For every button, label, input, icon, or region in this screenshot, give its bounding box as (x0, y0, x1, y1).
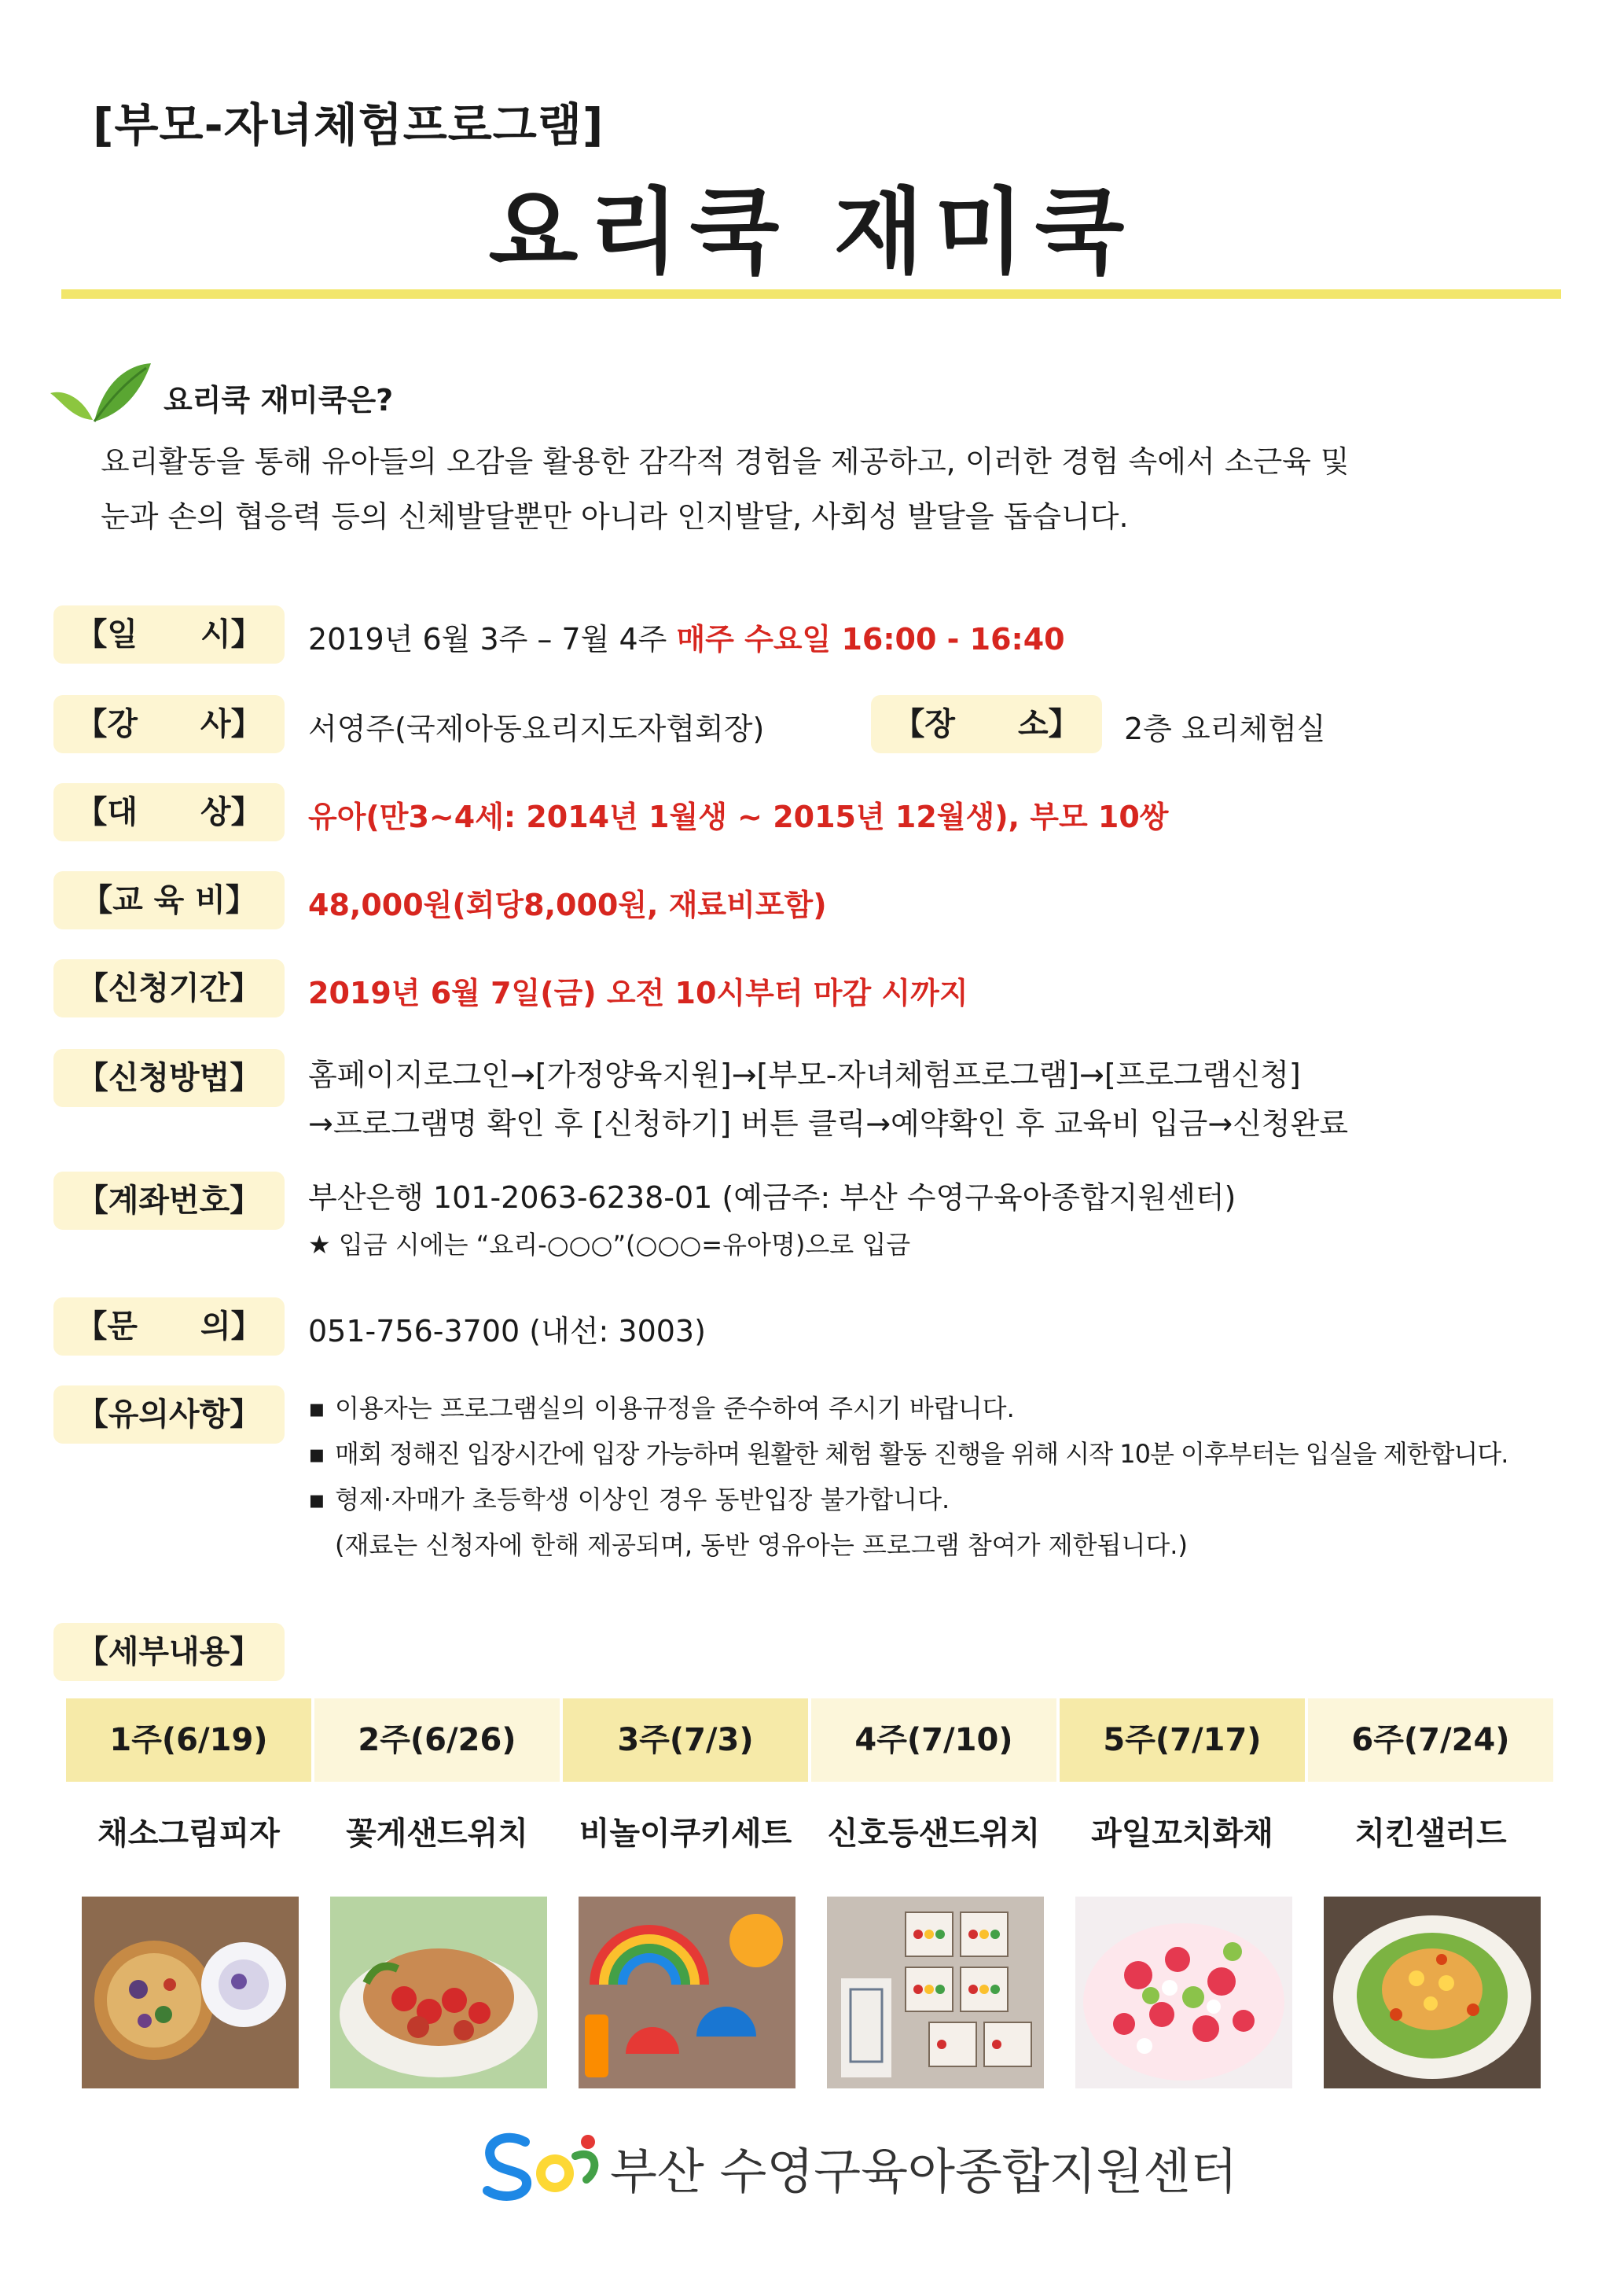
week-header: 2주(6/26) (314, 1698, 560, 1782)
note-item: ▪ 매회 정해진 입장시간에 입장 가능하며 원활한 체험 활동 진행을 위해 시작 10분 이후부터는 입실을 제한합니다. (308, 1431, 1508, 1477)
schedule-value (308, 615, 1065, 658)
label-place: 【장 소】 (871, 695, 1102, 753)
center-logo-icon (478, 2125, 604, 2203)
chicken-salad-photo (1324, 1897, 1541, 2088)
menu-name: 채소그림피자 (97, 1816, 280, 1852)
label-account: 【계좌번호】 (53, 1172, 285, 1230)
label-period: 【신청기간】 (53, 959, 285, 1017)
intro-line: 눈과 손의 협응력 등의 신체발달뿐만 아니라 인지발달, 사회성 발달을 돕습니다. (101, 499, 1129, 534)
note-sub: (재료는 신청자에 한해 제공되며, 동반 영유아는 프로그램 참여가 제한됩니다.) (335, 1530, 1188, 1560)
bullet-icon: ▪ (308, 1393, 325, 1423)
note-item: ▪ 형제·자매가 초등학생 이상인 경우 동반입장 불가합니다. (308, 1477, 1508, 1522)
menu-name: 과일꼬치화채 (1091, 1816, 1273, 1852)
label-target: 【대 상】 (53, 783, 285, 841)
traffic-light-sandwich-photo (827, 1897, 1044, 2088)
account-value: 부산은행 101-2063-6238-01 (예금주: 부산 수영구육아종합지원센터) (308, 1180, 1236, 1215)
intro-line: 요리활동을 통해 유아들의 오감을 활용한 감각적 경험을 제공하고, 이러한 경험 속에서 소근육 및 (101, 444, 1350, 479)
pizza-photo (82, 1897, 299, 2088)
program-subtitle: [부모-자녀체험프로그램] (93, 98, 604, 152)
week-header: 5주(7/17) (1060, 1698, 1305, 1782)
intro-paragraph (101, 434, 1536, 544)
label-inquiry: 【문 의】 (53, 1297, 285, 1356)
label-instructor: 【강 사】 (53, 695, 285, 753)
label-fee: 【교 육 비】 (53, 871, 285, 929)
fee-value: 48,000원(회당8,000원, 재료비포함) (308, 888, 827, 922)
place-value: 2층 요리체험실 (1124, 712, 1326, 746)
menu-name: 치킨샐러드 (1354, 1816, 1507, 1852)
intro-heading: 요리쿡 재미쿡은? (164, 383, 394, 418)
label-notes: 【유의사항】 (53, 1385, 285, 1444)
bullet-icon: ▪ (308, 1439, 325, 1469)
cookie-set-photo (579, 1897, 795, 2088)
menu-name: 꽃게샌드위치 (346, 1816, 528, 1852)
page-title: 요리쿡 재미쿡 (488, 178, 1136, 286)
target-value: 유아(만3~4세: 2014년 1월생 ~ 2015년 12월생), 부모 10쌍 (308, 800, 1169, 834)
week-header: 1주(6/19) (66, 1698, 311, 1782)
notes-list (308, 1385, 1508, 1568)
method-line-1: 홈페이지로그인→[가정양육지원]→[부모-자녀체험프로그램]→[프로그램신청] (308, 1058, 1301, 1092)
fruit-punch-photo (1075, 1897, 1292, 2088)
inquiry-value: 051-756-3700 (내선: 3003) (308, 1314, 706, 1349)
menu-name: 비놀이쿠키세트 (579, 1816, 792, 1852)
period-value: 2019년 6월 7일(금) 오전 10시부터 마감 시까지 (308, 976, 968, 1010)
label-method: 【신청방법】 (53, 1049, 285, 1107)
title-divider (61, 289, 1561, 299)
week-header: 4주(7/10) (811, 1698, 1056, 1782)
menu-name: 신호등샌드위치 (827, 1816, 1041, 1852)
account-note: ★ 입금 시에는 “요리-○○○”(○○○=유아명)으로 입금 (308, 1230, 911, 1260)
week-header: 6주(7/24) (1308, 1698, 1553, 1782)
organization-name: 부산 수영구육아종합지원센터 (610, 2143, 1238, 2200)
instructor-value: 서영주(국제아동요리지도자협회장) (308, 712, 765, 746)
schedule-dates: 2019년 6월 3주 – 7월 4주 (308, 622, 667, 657)
label-details: 【세부내용】 (53, 1623, 285, 1681)
week-header: 3주(7/3) (563, 1698, 808, 1782)
label-schedule: 【일 시】 (53, 605, 285, 664)
bullet-icon: ▪ (308, 1485, 325, 1514)
crab-sandwich-photo (330, 1897, 547, 2088)
schedule-time: 매주 수요일 16:00 - 16:40 (676, 622, 1065, 657)
sprout-icon (49, 359, 152, 429)
note-item: ▪ 이용자는 프로그램실의 이용규정을 준수하여 주시기 바랍니다. (308, 1385, 1508, 1431)
method-line-2: →프로그램명 확인 후 [신청하기] 버튼 클릭→예약확인 후 교육비 입금→신청완료 (308, 1106, 1349, 1141)
